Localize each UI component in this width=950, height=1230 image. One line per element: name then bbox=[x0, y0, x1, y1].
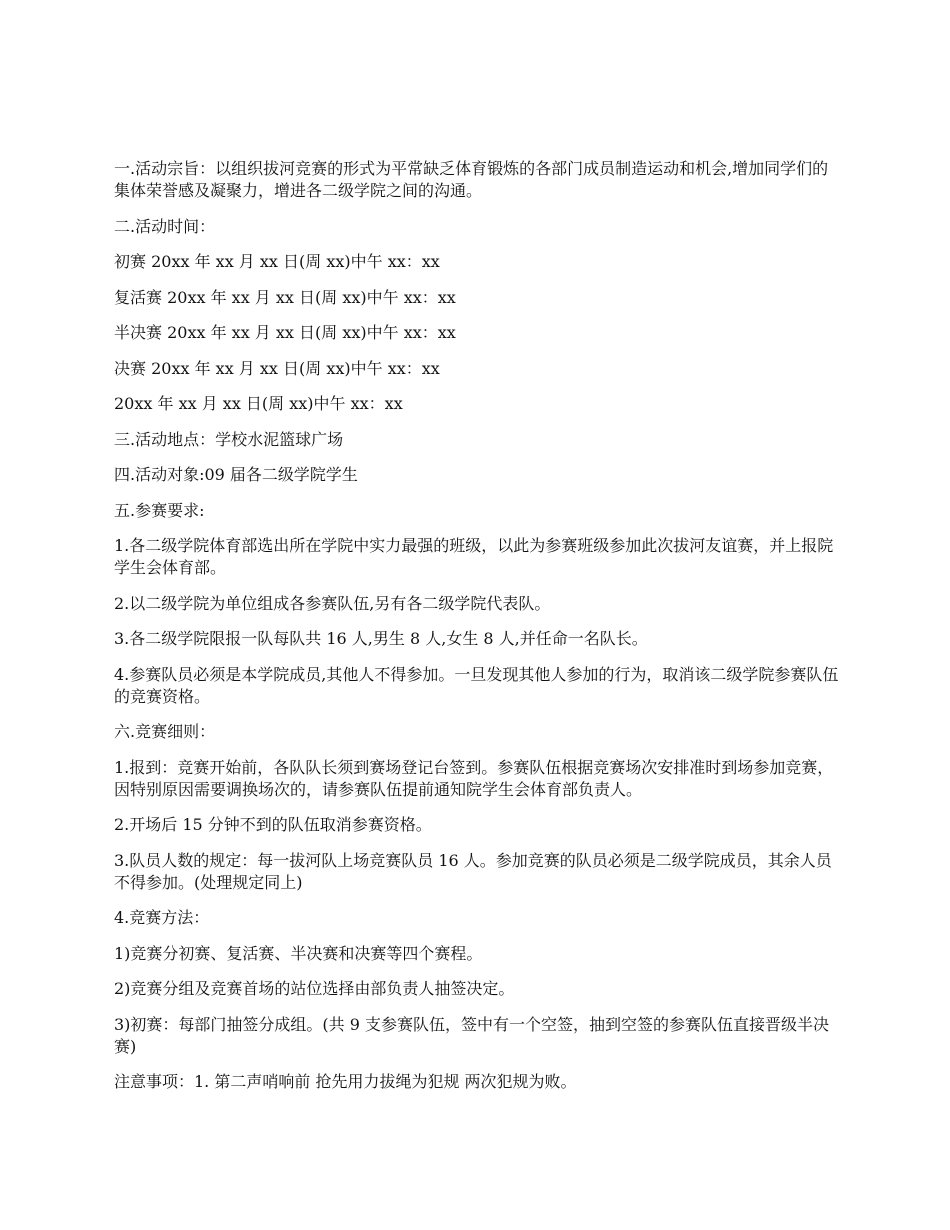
schedule-semifinal: 半决赛 20xx 年 xx 月 xx 日(周 xx)中午 xx：xx bbox=[114, 323, 456, 342]
rule-1: 1.报到：竞赛开始前，各队队长须到赛场登记台签到。参赛队伍根据竞赛场次安排准时到场参加竞赛，因特别原因需要调换场次的，请参赛队伍提前通知院学生会体育部负责人。 bbox=[114, 757, 834, 799]
time-heading: 二.活动时间： bbox=[114, 216, 216, 236]
schedule-repechage: 复活赛 20xx 年 xx 月 xx 日(周 xx)中午 xx：xx bbox=[114, 287, 456, 307]
schedule-final: 决赛 20xx 年 xx 月 xx 日(周 xx)中午 xx：xx bbox=[114, 358, 440, 378]
schedule-extra: 20xx 年 xx 月 xx 日(周 xx)中午 xx：xx bbox=[114, 394, 403, 413]
rule-2: 2.开场后 15 分钟不到的队伍取消参赛资格。 bbox=[114, 815, 432, 834]
method-2: 2)竞赛分组及竞赛首场的站位选择由部负责人抽签决定。 bbox=[114, 979, 515, 998]
method-3: 3)初赛：每部门抽签分成组。(共 9 支参赛队伍，签中有一个空签，抽到空签的参赛队伍直接晋级半决赛) bbox=[114, 1014, 830, 1056]
purpose-paragraph: 一.活动宗旨：以组织拔河竞赛的形式为平常缺乏体育锻炼的各部门成员制造运动和机会,增加同学们的集体荣誉感及凝聚力，增进各二级学院之间的沟通。 bbox=[114, 159, 829, 200]
requirement-4: 4.参赛队员必须是本学院成员,其他人不得参加。一旦发现其他人参加的行为，取消该二级学院参赛队伍的竞赛资格。 bbox=[114, 664, 839, 706]
requirement-1: 1.各二级学院体育部选出所在学院中实力最强的班级，以此为参赛班级参加此次拔河友谊赛，并上报院学生会体育部。 bbox=[114, 536, 834, 577]
rules-heading: 六.竞赛细则： bbox=[114, 722, 216, 741]
schedule-preliminary: 初赛 20xx 年 xx 月 xx 日(周 xx)中午 xx：xx bbox=[114, 252, 440, 271]
requirements-heading: 五.参赛要求: bbox=[114, 500, 205, 520]
notes-paragraph: 注意事项：1. 第二声哨响前 抢先用力拔绳为犯规 两次犯规为败。 bbox=[114, 1072, 577, 1091]
rule-4-heading: 4.竞赛方法： bbox=[114, 908, 210, 927]
participants-paragraph: 四.活动对象:09 届各二级学院学生 bbox=[114, 465, 358, 484]
requirement-2: 2.以二级学院为单位组成各参赛队伍,另有各二级学院代表队。 bbox=[114, 593, 551, 613]
location-paragraph: 三.活动地点：学校水泥篮球广场 bbox=[114, 429, 344, 449]
requirement-3: 3.各二级学院限报一队每队共 16 人,男生 8 人,女生 8 人,并任命一名队长。 bbox=[114, 629, 648, 648]
method-1: 1)竞赛分初赛、复活赛、半决赛和决赛等四个赛程。 bbox=[114, 943, 483, 963]
document-body bbox=[114, 158, 844, 1107]
rule-3: 3.队员人数的规定：每一拔河队上场竞赛队员 16 人。参加竞赛的队员必须是二级学院成员，其余人员不得参加。(处理规定同上) bbox=[114, 850, 832, 892]
